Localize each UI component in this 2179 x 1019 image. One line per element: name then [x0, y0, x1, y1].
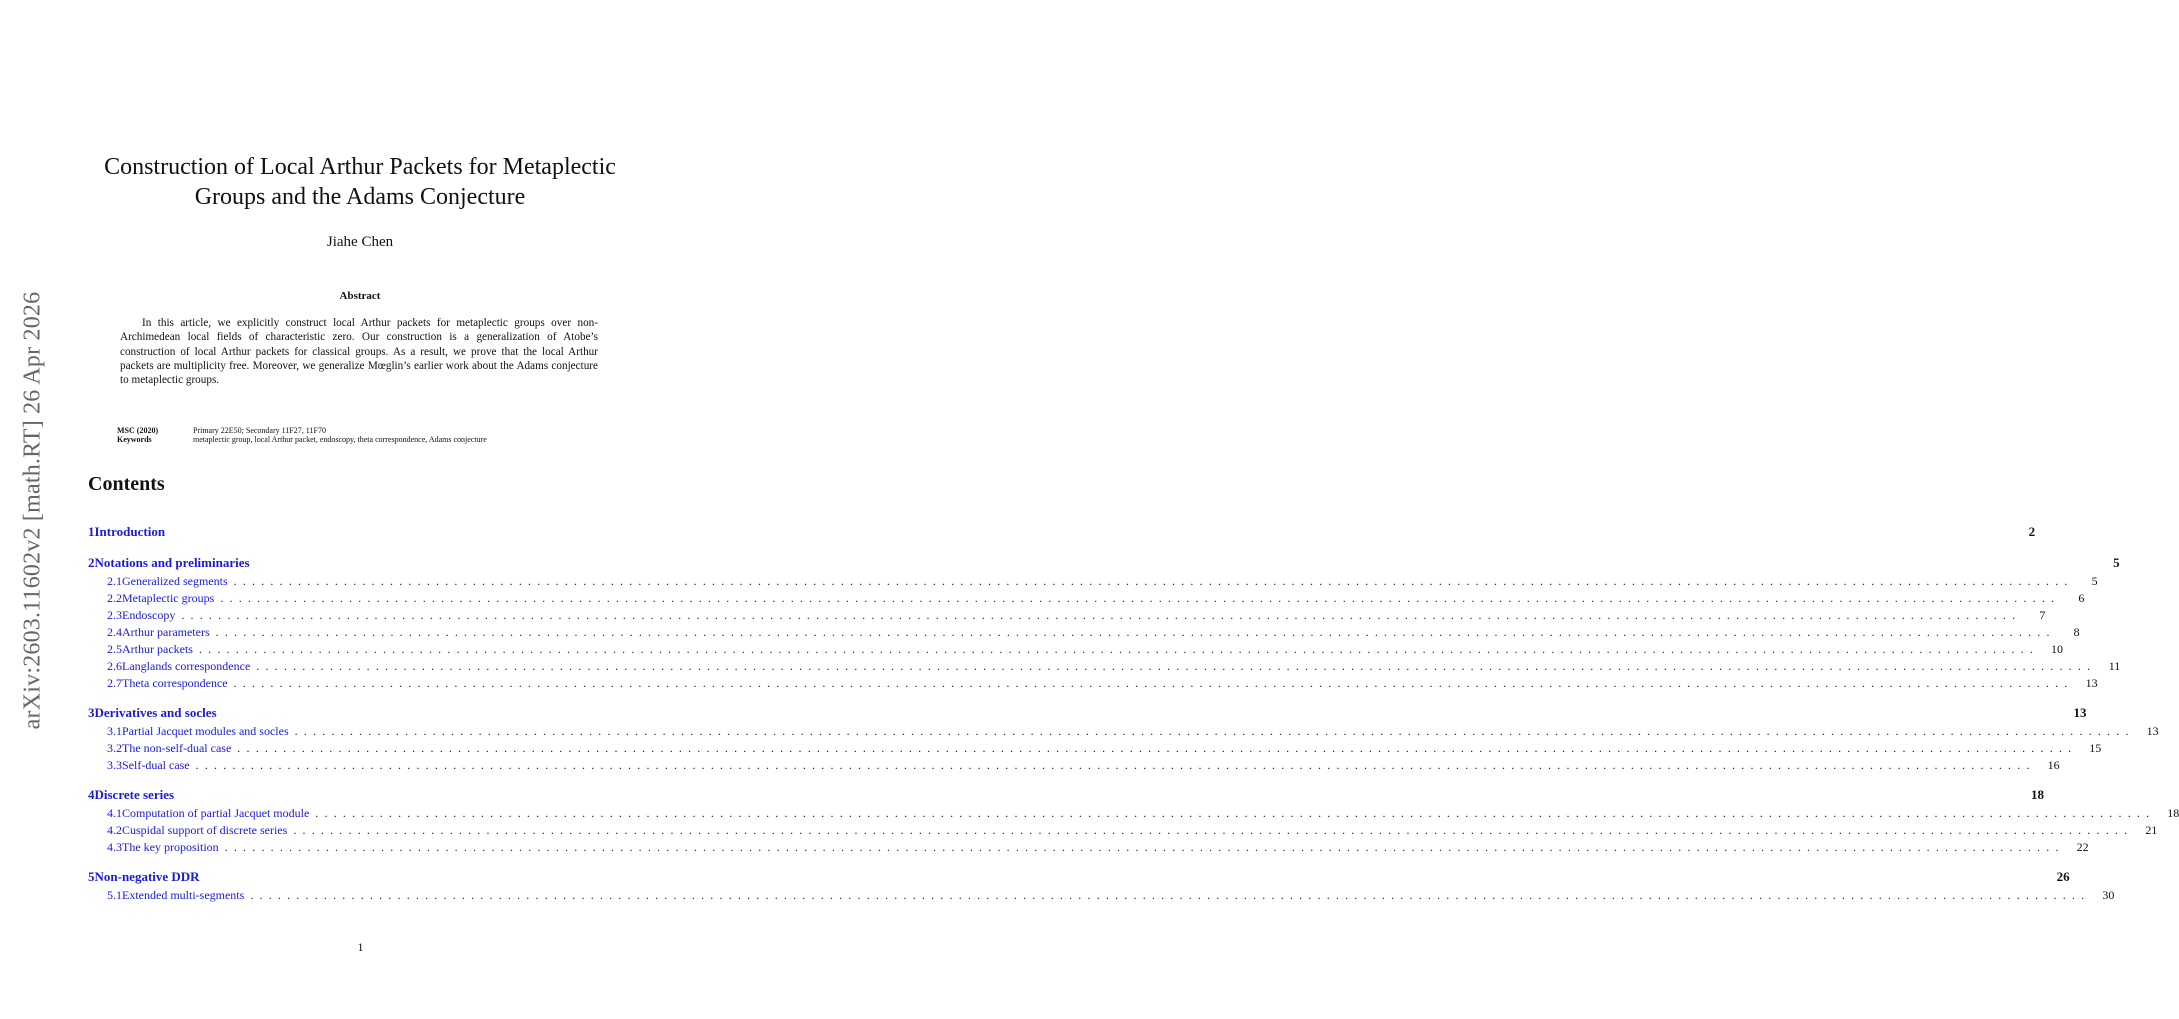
toc-title[interactable]: Introduction	[94, 524, 166, 539]
toc-section[interactable]	[88, 555, 2120, 574]
toc-title[interactable]: Extended multi-segments	[122, 888, 245, 902]
toc-number: 4.1	[107, 806, 122, 820]
toc-title[interactable]: The non-self-dual case	[122, 741, 232, 755]
arxiv-id: arXiv:2603.11602v2 [math.RT] 26 Apr 2026	[19, 291, 46, 729]
abstract-text: In this article, we explicitly construct local Arthur packets for metaplectic groups over non-Archimedean local fields of characteristic zero. Our construction is a generalization of Atobe’s construction of local Arthur packets for classical groups. As a result, we prove that the local Arthur packets are multiplicity free. Moreover, we generalize Mœglin’s earlier work about the Adams conjecture to metaplectic groups.	[120, 317, 598, 387]
toc-page: 2	[2028, 524, 2036, 539]
toc-number: 2.7	[107, 676, 122, 690]
toc-gap	[88, 857, 634, 869]
toc-page: 13	[2146, 724, 2159, 738]
toc-page: 22	[2076, 840, 2089, 854]
arxiv-watermark	[18, 285, 48, 735]
toc-subsection[interactable]	[88, 642, 2063, 659]
toc-leader-dots: ........................................................................................................................................................................................................	[256, 659, 2097, 673]
toc-title[interactable]: Derivatives and socles	[94, 705, 217, 720]
toc-subsection[interactable]	[88, 659, 2121, 676]
toc-leader-dots: ........................................................................................................................................................................................................	[250, 888, 2091, 902]
toc-page: 13	[2073, 705, 2087, 720]
toc-leader-dots: ........................................................................................................................................................................................................	[233, 574, 2074, 588]
author: Jiahe Chen	[326, 234, 394, 250]
toc-leader-dots: ........................................................................................................................................................................................................	[198, 642, 2039, 656]
toc-page: 16	[2047, 758, 2060, 772]
msc-label: MSC (2020)	[117, 426, 159, 435]
toc-title[interactable]: Computation of partial Jacquet module	[122, 806, 310, 820]
keywords-label: Keywords	[117, 435, 152, 444]
toc-number: 2.3	[107, 608, 122, 622]
toc-number: 1	[88, 524, 95, 539]
toc-title[interactable]: Non-negative DDR	[94, 869, 200, 884]
toc-number: 4.3	[107, 840, 122, 854]
toc-page: 5	[2091, 574, 2098, 588]
toc-subsection[interactable]	[88, 888, 2115, 905]
toc-leader-dots: ........................................................................................................................................................................................................	[233, 676, 2074, 690]
toc-page: 7	[2039, 608, 2046, 622]
toc-title[interactable]: Arthur parameters	[122, 625, 210, 639]
toc-leader-dots: ........................................................................................................................................................................................................	[181, 608, 2022, 622]
toc-subsection[interactable]	[88, 724, 2159, 741]
toc-gap	[88, 775, 634, 787]
toc-section[interactable]	[88, 524, 2036, 543]
toc-leader-dots: ........................................................................................................................................................................................................	[224, 840, 2065, 854]
toc-page: 26	[2056, 869, 2070, 884]
toc-page: 6	[2078, 591, 2085, 605]
toc-subsection[interactable]	[88, 591, 2085, 608]
toc-leader-dots: ........................................................................................................................................................................................................	[293, 823, 2134, 837]
toc-number: 3.2	[107, 741, 122, 755]
msc-line	[117, 426, 487, 435]
paper-title: Construction of Local Arthur Packets for Metaplectic Groups and the Adams Conjecture	[104, 154, 616, 210]
msc-value: Primary 22E50; Secondary 11F27, 11F70	[193, 426, 326, 435]
toc-leader-dots: ........................................................................................................................................................................................................	[215, 625, 2056, 639]
toc-page: 15	[2089, 741, 2102, 755]
toc-page: 30	[2102, 888, 2115, 902]
toc-section[interactable]	[88, 787, 2045, 806]
toc-number: 2.4	[107, 625, 122, 639]
toc-page: 21	[2145, 823, 2158, 837]
toc-gap	[88, 543, 634, 555]
toc-page: 18	[2031, 787, 2045, 802]
toc-title[interactable]: Endoscopy	[122, 608, 176, 622]
toc-subsection[interactable]	[88, 676, 2098, 693]
toc-number: 4	[88, 787, 95, 802]
toc-number: 5	[88, 869, 95, 884]
toc-title[interactable]: The key proposition	[122, 840, 219, 854]
contents-heading: Contents	[88, 473, 165, 495]
toc-subsection[interactable]	[88, 758, 2060, 775]
toc-page: 13	[2085, 676, 2098, 690]
toc-page: 5	[2113, 555, 2120, 570]
abstract-heading: Abstract	[339, 290, 381, 302]
toc-subsection[interactable]	[88, 806, 2179, 823]
toc-leader-dots: ........................................................................................................................................................................................................	[294, 724, 2135, 738]
toc-title[interactable]: Metaplectic groups	[122, 591, 215, 605]
page-number: 1	[357, 940, 364, 954]
toc-title[interactable]: Generalized segments	[122, 574, 228, 588]
toc-leader-dots: ........................................................................................................................................................................................................	[315, 806, 2156, 820]
toc-title[interactable]: Partial Jacquet modules and socles	[122, 724, 289, 738]
toc-page: 10	[2050, 642, 2063, 656]
toc-number: 2.1	[107, 574, 122, 588]
toc-number: 2.2	[107, 591, 122, 605]
toc-title[interactable]: Notations and preliminaries	[94, 555, 250, 570]
metadata-block	[117, 426, 487, 444]
toc-subsection[interactable]	[88, 840, 2089, 857]
toc-section[interactable]	[88, 705, 2087, 724]
toc-title[interactable]: Theta correspondence	[122, 676, 228, 690]
toc-title[interactable]: Self-dual case	[122, 758, 190, 772]
toc-leader-dots: ........................................................................................................................................................................................................	[195, 758, 2036, 772]
toc-title[interactable]: Langlands correspondence	[122, 659, 251, 673]
toc-number: 5.1	[107, 888, 122, 902]
toc-page: 8	[2073, 625, 2080, 639]
toc-number: 3.1	[107, 724, 122, 738]
toc-title[interactable]: Cuspidal support of discrete series	[122, 823, 288, 837]
toc-subsection[interactable]	[88, 625, 2080, 642]
toc-number: 2.5	[107, 642, 122, 656]
toc-number: 4.2	[107, 823, 122, 837]
toc-subsection[interactable]	[88, 823, 2158, 840]
toc-page: 11	[2108, 659, 2121, 673]
toc-page: 18	[2167, 806, 2179, 820]
keywords-line	[117, 435, 487, 444]
toc-title[interactable]: Arthur packets	[122, 642, 193, 656]
toc-title[interactable]: Discrete series	[94, 787, 175, 802]
toc-number: 3.3	[107, 758, 122, 772]
toc-number: 3	[88, 705, 95, 720]
toc-section[interactable]	[88, 869, 2070, 888]
toc-number: 2	[88, 555, 95, 570]
table-of-contents	[88, 524, 2179, 905]
toc-leader-dots: ........................................................................................................................................................................................................	[220, 591, 2061, 605]
toc-subsection[interactable]	[88, 608, 2046, 625]
toc-number: 2.6	[107, 659, 122, 673]
toc-leader-dots: ........................................................................................................................................................................................................	[237, 741, 2078, 755]
toc-gap	[88, 693, 634, 705]
toc-subsection[interactable]	[88, 741, 2102, 758]
keywords-value: metaplectic group, local Arthur packet, endoscopy, theta correspondence, Adams conjecture	[193, 435, 487, 444]
toc-subsection[interactable]	[88, 574, 2098, 591]
